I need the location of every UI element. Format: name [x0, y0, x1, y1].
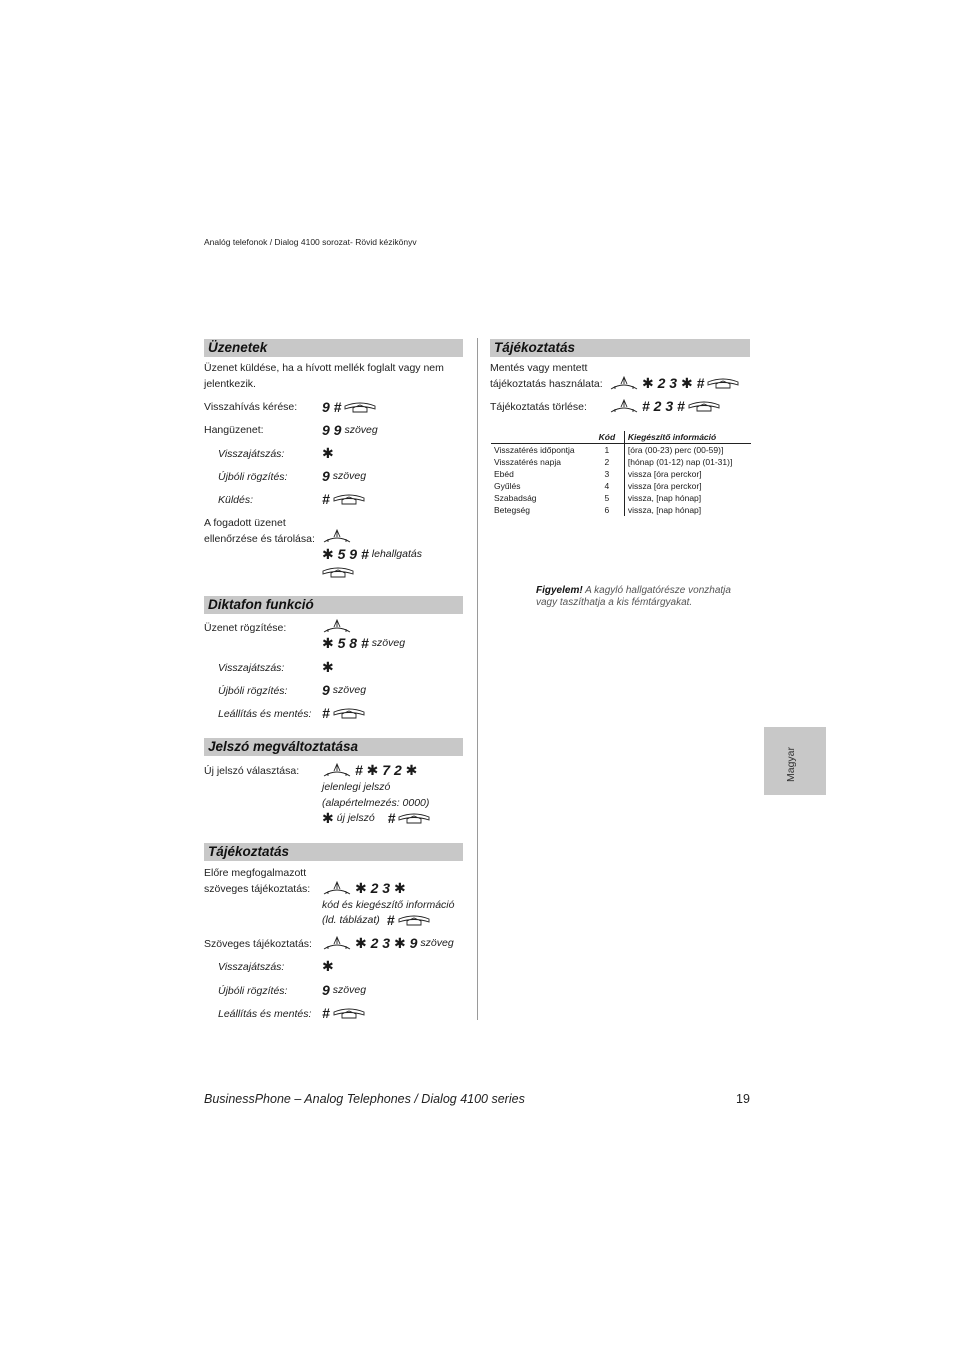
voice-sequence [322, 422, 378, 438]
running-header: Analóg telefonok / Dialog 4100 sorozat- Rövid kézikönyv [204, 237, 417, 247]
predef-sequence [322, 880, 406, 896]
table-row [491, 492, 751, 504]
send-sequence [322, 491, 365, 507]
predef-line2: kód és kiegészítő információ [322, 899, 455, 911]
hash-key-icon: # [387, 810, 396, 826]
rerecord-word: szöveg [332, 470, 367, 482]
header-cell: Kód [590, 431, 625, 444]
table-cell: [óra (00-23) perc (00-59)] [627, 445, 724, 455]
delete-info-label: Tájékoztatás törlése: [490, 401, 587, 413]
hash-key-icon: # [386, 912, 395, 928]
handset-replace-icon [322, 566, 354, 578]
tj-stop-sequence [322, 1005, 365, 1021]
handset-replace-icon [398, 914, 430, 926]
table-row [491, 504, 751, 516]
warning-bold: Figyelem! [536, 585, 583, 596]
use-info-keys: ✱ 2 3 ✱ # [642, 375, 705, 391]
record-label: Üzenet rögzítése: [204, 622, 287, 634]
header-cell: Kiegészítő információ [624, 431, 751, 444]
text-info-keys: ✱ 2 3 ✱ 9 [355, 935, 418, 951]
table-cell: 1 [590, 444, 625, 457]
table-cell: Gyűlés [494, 481, 521, 491]
tj-rerecord-keys: 9 [322, 982, 330, 998]
callback-sequence [322, 399, 376, 415]
password-label: Új jelszó választása: [204, 765, 300, 777]
handset-lift-icon [609, 375, 639, 391]
dk-rerecord-keys: 9 [322, 682, 330, 698]
section-title-tajekoztatas-right: Tájékoztatás [490, 339, 750, 357]
dk-rerecord-sequence [322, 682, 366, 698]
rerecord-keys: 9 [322, 468, 330, 484]
predef-keys: ✱ 2 3 ✱ [355, 880, 406, 896]
password-default: (alapértelmezés: 0000) [322, 797, 430, 809]
table-row [491, 480, 751, 492]
column-divider [477, 338, 478, 1020]
star-key-icon: ✱ [322, 958, 334, 974]
send-label: Küldés: [218, 494, 254, 506]
table-header-row [491, 431, 751, 444]
dk-stop-label: Leállítás és mentés: [218, 708, 312, 720]
password-keys: # ✱ 7 2 ✱ [355, 762, 418, 778]
handset-replace-icon [707, 377, 739, 389]
table-row [491, 468, 751, 480]
star-key-icon: ✱ [322, 445, 334, 461]
star-key-icon: ✱ [322, 659, 334, 675]
language-side-tab [764, 727, 826, 795]
table-cell: 2 [590, 456, 625, 468]
table-cell: Betegség [494, 505, 530, 515]
handset-lift-icon [322, 935, 352, 951]
record-sequence [322, 635, 405, 651]
dk-replay-label: Visszajátszás: [218, 662, 285, 674]
dk-rerecord-label: Újbóli rögzítés: [218, 685, 288, 697]
table-cell: Visszatérés időpontja [494, 445, 575, 455]
text-info-label: Szöveges tájékoztatás: [204, 938, 312, 950]
tj-replay-label: Visszajátszás: [218, 961, 285, 973]
replay-label: Visszajátszás: [218, 448, 285, 460]
handset-replace-icon [333, 707, 365, 719]
check-word: lehallgatás [371, 548, 422, 560]
table-cell: vissza, [nap hónap] [627, 505, 702, 515]
table-cell: 6 [590, 504, 625, 516]
table-cell: 4 [590, 480, 625, 492]
voice-word: szöveg [344, 424, 378, 436]
star-key-icon: ✱ [322, 810, 334, 826]
section-title-jelszo: Jelszó megváltoztatása [204, 738, 463, 756]
warning-note [536, 585, 751, 609]
delete-info-sequence [609, 398, 720, 414]
handset-replace-icon [344, 401, 376, 413]
text-info-word: szöveg [420, 937, 454, 949]
handset-replace-icon [333, 1007, 365, 1019]
use-info-sequence [609, 375, 739, 391]
tj-replay-sequence [322, 958, 334, 974]
table-cell: Ebéd [494, 469, 514, 479]
predef-line3-sequence [322, 912, 430, 928]
page-number: 19 [736, 1092, 750, 1106]
record-keys: ✱ 5 8 # [322, 635, 369, 651]
rerecord-sequence [322, 468, 366, 484]
uzenetek-intro: Üzenet küldése, ha a hívott mellék foglalt vagy nem jelentkezik. [204, 362, 444, 390]
handset-lift-icon [322, 528, 352, 544]
handset-lift-icon [322, 880, 352, 896]
table-cell: vissza [óra perckor] [627, 469, 702, 479]
use-info-label: Mentés vagy mentett tájékoztatás használata: [490, 362, 603, 390]
section-title-diktafon: Diktafon funkció [204, 596, 463, 614]
table-cell: [hónap (01-12) nap (01-31)] [627, 457, 733, 467]
check-label: A fogadott üzenet ellenőrzése és tárolása: [204, 517, 315, 545]
hash-key-icon: # [322, 705, 330, 721]
handset-replace-icon [398, 812, 430, 824]
section-title-uzenetek: Üzenetek [204, 339, 463, 357]
check-keys: ✱ 5 9 # [322, 546, 369, 562]
callback-keys: 9 # [322, 399, 342, 415]
table-row [491, 456, 751, 468]
table-cell: 3 [590, 468, 625, 480]
info-code-table [491, 431, 751, 516]
replay-sequence [322, 445, 334, 461]
table-row [491, 444, 751, 457]
voice-label: Hangüzenet: [204, 424, 264, 436]
dk-replay-sequence [322, 659, 334, 675]
password-new-code: új jelszó [336, 812, 375, 824]
tj-rerecord-word: szöveg [332, 984, 367, 996]
dk-stop-sequence [322, 705, 365, 721]
text-info-sequence [322, 935, 454, 951]
header-cell [491, 431, 590, 444]
warning-text: A kagyló hallgatórésze vonzhatja vagy taszíthatja a kis fémtárgyakat. [536, 585, 731, 608]
table-cell: vissza [óra perckor] [627, 481, 702, 491]
tj-rerecord-label: Újbóli rögzítés: [218, 985, 288, 997]
footer-title: BusinessPhone – Analog Telephones / Dialog 4100 series [204, 1092, 525, 1106]
language-tab-label: Magyar [785, 746, 797, 782]
table-cell: 5 [590, 492, 625, 504]
section-title-tajekoztatas-left: Tájékoztatás [204, 843, 463, 861]
delete-info-keys: # 2 3 # [642, 398, 685, 414]
predef-label: Előre megfogalmazott szöveges tájékoztatás: [204, 867, 311, 895]
hash-key-icon: # [322, 1005, 330, 1021]
tj-rerecord-sequence [322, 982, 366, 998]
table-cell: Szabadság [494, 493, 537, 503]
handset-replace-icon [688, 400, 720, 412]
table-cell: vissza, [nap hónap] [627, 493, 702, 503]
record-word: szöveg [371, 637, 406, 649]
tj-stop-label: Leállítás és mentés: [218, 1008, 312, 1020]
table-cell: Visszatérés napja [494, 457, 561, 467]
hash-key-icon: # [322, 491, 330, 507]
handset-replace-icon [333, 493, 365, 505]
handset-lift-icon [322, 618, 352, 634]
password-new-sequence [322, 810, 430, 826]
password-sequence [322, 762, 417, 778]
callback-label: Visszahívás kérése: [204, 401, 298, 413]
rerecord-label: Újbóli rögzítés: [218, 471, 288, 483]
password-current: jelenlegi jelszó [322, 781, 391, 793]
dk-rerecord-word: szöveg [332, 684, 367, 696]
handset-lift-icon [322, 762, 352, 778]
handset-lift-icon [609, 398, 639, 414]
predef-line3: (ld. táblázat) [322, 914, 380, 926]
voice-keys: 9 9 [322, 422, 342, 438]
check-sequence [322, 546, 422, 562]
